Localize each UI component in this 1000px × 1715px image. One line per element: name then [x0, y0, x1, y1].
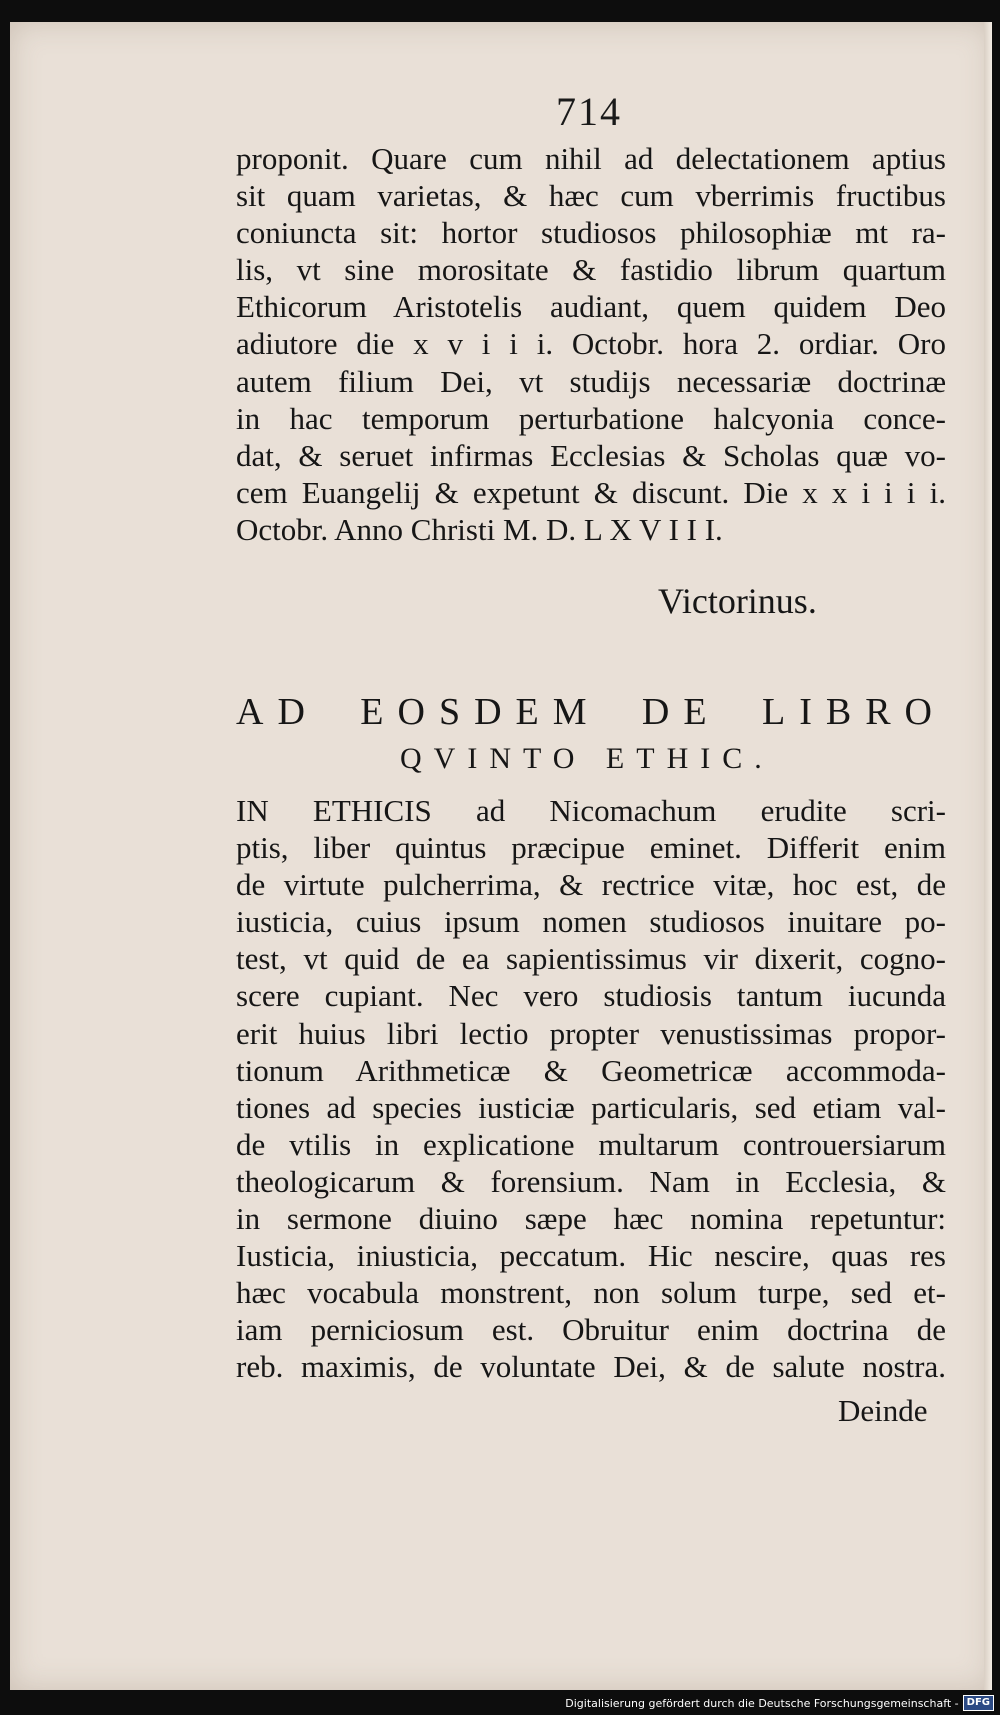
text-line: in sermone diuino sæpe hæc nomina repetuntur:	[236, 1201, 946, 1237]
text-line: IN ETHICIS ad Nicomachum erudite scri-	[236, 793, 946, 828]
text-line: adiutore die x v i i i. Octobr. hora 2. ordiar. Oro	[236, 326, 946, 362]
text-line: iam perniciosum est. Obruitur enim doctrina de	[236, 1312, 946, 1348]
text-line: tionum Arithmeticæ & Geometricæ accommoda-	[236, 1052, 946, 1088]
section-subheading: QVINTO ETHIC.	[400, 742, 774, 775]
text-line: sit quam varietas, & hæc cum vberrimis fructibus	[236, 178, 946, 214]
paragraph-1	[236, 140, 946, 548]
section-heading: AD EOSDEM DE LIBRO	[236, 691, 946, 733]
page-number: 714	[556, 89, 622, 134]
text-line: dat, & seruet infirmas Ecclesias & Scholas quæ vo-	[236, 437, 946, 473]
text-line: iusticia, cuius ipsum nomen studiosos inuitare po-	[236, 904, 946, 940]
text-line: coniuncta sit: hortor studiosos philosophiæ mt ra-	[236, 215, 946, 251]
dfg-logo-icon: DFG	[963, 1695, 994, 1711]
text-line: theologicarum & forensium. Nam in Ecclesia, &	[236, 1163, 946, 1199]
paragraph-2	[236, 792, 946, 1386]
text-line: de vtilis in explicatione multarum controuersiarum	[236, 1126, 946, 1162]
text-line: in hac temporum perturbatione halcyonia conce-	[236, 400, 946, 436]
text-line: Iusticia, iniusticia, peccatum. Hic nescire, quas res	[236, 1238, 946, 1274]
catchword: Deinde	[838, 1393, 928, 1428]
text-line: ptis, liber quintus præcipue eminet. Differit enim	[236, 830, 946, 866]
text-line: hæc vocabula monstrent, non solum turpe, sed et-	[236, 1275, 946, 1311]
text-line: de virtute pulcherrima, & rectrice vitæ, hoc est, de	[236, 867, 946, 903]
page-edge	[984, 22, 992, 1690]
text-line: lis, vt sine morositate & fastidio librum quartum	[236, 252, 946, 288]
signature: Victorinus.	[658, 581, 817, 621]
text-line: autem filium Dei, vt studijs necessariæ doctrinæ	[236, 363, 946, 399]
text-line: tiones ad species iusticiæ particularis, sed etiam val-	[236, 1089, 946, 1125]
digitization-credit	[565, 1693, 994, 1713]
text-line: Octobr. Anno Christi M. D. L X V I I I.	[236, 511, 723, 547]
text-line: erit huius libri lectio propter venustissimas propor-	[236, 1015, 946, 1051]
text-line: test, vt quid de ea sapientissimus vir dixerit, cogno-	[236, 941, 946, 977]
text-line: cem Euangelij & expetunt & discunt. Die x x i i i i.	[236, 474, 946, 510]
credit-text: Digitalisierung gefördert durch die Deutsche Forschungsgemeinschaft -	[565, 1696, 959, 1710]
text-line: reb. maximis, de voluntate Dei, & de salute nostra.	[236, 1349, 946, 1385]
text-line: proponit. Quare cum nihil ad delectationem aptius	[236, 141, 946, 176]
text-line: Ethicorum Aristotelis audiant, quem quidem Deo	[236, 289, 946, 325]
text-line: scere cupiant. Nec vero studiosis tantum iucunda	[236, 978, 946, 1014]
